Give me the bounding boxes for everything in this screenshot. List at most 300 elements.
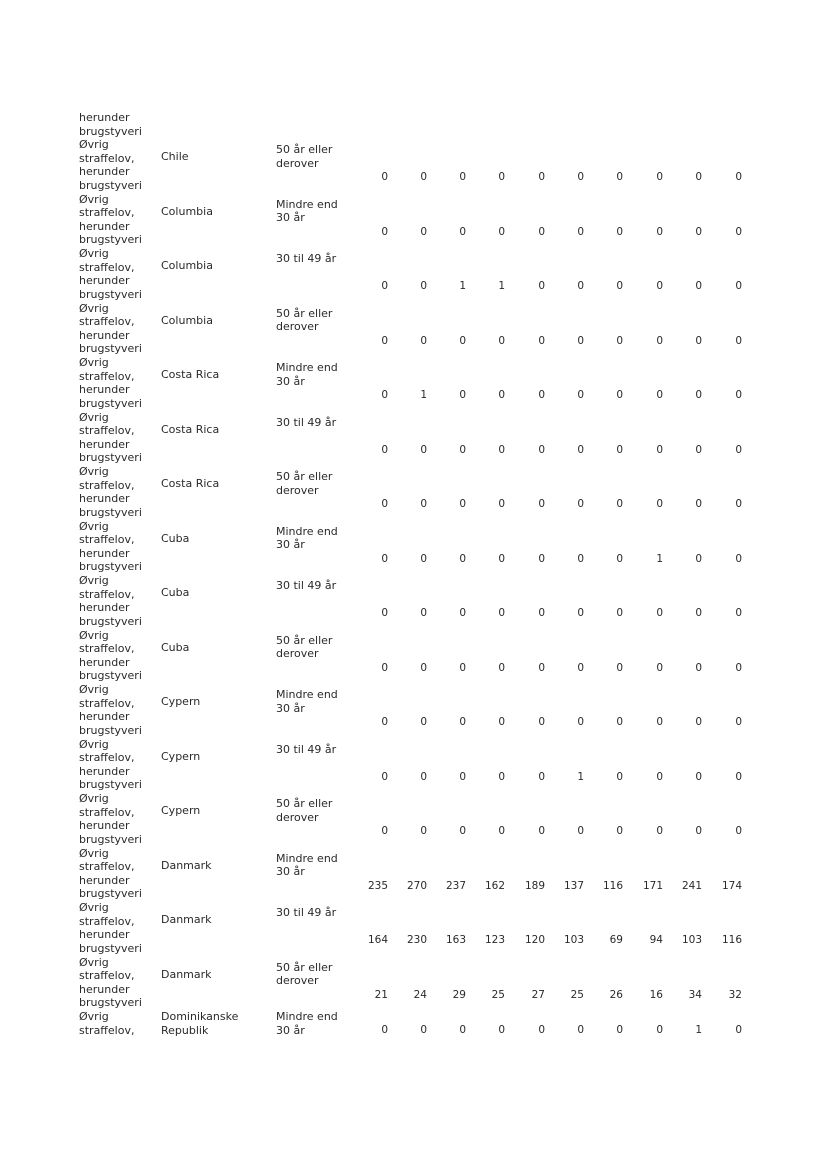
value-cell: 0	[420, 280, 427, 292]
offense-cell-line: brugstyveri	[79, 778, 142, 792]
offense-cell	[79, 847, 142, 901]
value-cell: 0	[656, 443, 663, 456]
value-cell: 0	[616, 825, 623, 837]
offense-cell-line: brugstyveri	[79, 723, 142, 737]
value-cell: 0	[735, 280, 742, 292]
age-group-cell	[276, 579, 336, 593]
offense-cell-line: Øvrig	[79, 356, 109, 369]
age-group-cell-line: 50 år eller	[276, 797, 333, 810]
value-cell: 0	[498, 770, 505, 783]
offense-cell-line: Øvrig	[79, 465, 109, 478]
country-cell	[161, 750, 200, 764]
value-cell: 162	[484, 879, 505, 892]
age-group-cell-line: 50 år eller	[276, 143, 333, 156]
offense-cell-line: straffelov,	[79, 151, 135, 165]
value-cell: 0	[695, 498, 702, 510]
age-group-cell	[276, 361, 338, 388]
value-cell: 0	[577, 171, 584, 183]
age-group-cell-line: 30 til 49 år	[276, 906, 337, 919]
offense-cell-line: brugstyveri	[79, 614, 142, 628]
value-cell: 0	[695, 607, 702, 619]
offense-cell-line: brugstyveri	[79, 996, 142, 1010]
value-cell: 0	[735, 607, 742, 619]
value-cell: 0	[538, 716, 545, 728]
country-cell	[161, 314, 213, 328]
value-cell: 235	[367, 879, 388, 892]
value-cell: 0	[656, 1024, 663, 1036]
offense-cell-line: straffelov,	[79, 478, 135, 492]
offense-cell-line: herunder	[79, 928, 130, 942]
country-cell	[161, 259, 213, 273]
value-cell: 0	[459, 552, 466, 565]
value-cell: 0	[656, 389, 663, 401]
value-cell: 0	[538, 825, 545, 837]
value-cell: 171	[642, 879, 663, 892]
country-cell	[161, 205, 213, 219]
offense-cell-line: Øvrig	[79, 737, 109, 751]
offense-cell-line: herunder	[79, 274, 130, 288]
value-cell: 0	[381, 770, 388, 783]
offense-cell-line: herunder	[79, 546, 130, 560]
value-cell: 0	[538, 443, 545, 456]
value-cell: 0	[420, 1024, 427, 1036]
table-row	[0, 847, 828, 902]
value-cell: 0	[381, 1024, 388, 1036]
value-cell: 0	[459, 389, 466, 401]
country-cell-line: Danmark	[161, 858, 212, 872]
value-cell: 0	[577, 443, 584, 456]
value-cell: 0	[616, 552, 623, 565]
value-cell: 0	[381, 498, 388, 510]
value-cell: 0	[616, 498, 623, 510]
value-cell: 0	[735, 389, 742, 401]
offense-cell-line: herunder	[79, 165, 130, 179]
value-cell: 1	[459, 280, 466, 292]
value-cell: 0	[616, 334, 623, 347]
table-row	[0, 683, 828, 738]
value-cell: 0	[695, 825, 702, 837]
country-cell-line: Cypern	[161, 695, 201, 708]
value-cell: 0	[381, 716, 388, 728]
country-cell	[161, 1010, 238, 1037]
age-group-cell	[276, 797, 332, 824]
value-cell: 0	[381, 389, 388, 401]
value-cell: 24	[413, 988, 427, 1001]
value-cell: 103	[563, 934, 584, 946]
offense-cell-line: herunder	[79, 492, 130, 506]
value-cell: 0	[735, 225, 742, 238]
offense-cell-line: herunder	[79, 710, 130, 724]
value-cell: 0	[616, 443, 623, 456]
value-cell: 0	[577, 1024, 584, 1036]
age-group-cell-line: derover	[276, 810, 319, 824]
value-cell: 0	[459, 716, 466, 728]
age-group-cell	[276, 1010, 338, 1037]
value-cell: 0	[695, 389, 702, 401]
value-cell: 116	[721, 934, 742, 946]
country-cell-line: Columbia	[161, 204, 213, 218]
table-row	[0, 411, 828, 466]
table-row	[0, 792, 828, 847]
offense-cell-line: straffelov,	[79, 369, 135, 383]
country-cell-line: Chile	[161, 150, 189, 163]
value-cell: 0	[616, 661, 623, 674]
country-cell-line: Costa Rica	[161, 477, 220, 490]
age-group-cell	[276, 743, 336, 757]
value-cell: 0	[381, 607, 388, 619]
country-cell-line: Cypern	[161, 804, 201, 817]
value-cell: 0	[577, 607, 584, 619]
value-cell: 0	[459, 607, 466, 619]
offense-cell-line: herunder	[79, 819, 130, 833]
age-group-cell	[276, 852, 338, 879]
offense-cell-line: brugstyveri	[79, 233, 142, 247]
value-cell: 0	[498, 552, 505, 565]
offense-cell-line: brugstyveri	[79, 832, 142, 846]
offense-cell-line: straffelov,	[79, 587, 135, 601]
value-cell: 0	[656, 280, 663, 292]
value-cell: 0	[498, 171, 505, 183]
value-cell: 1	[420, 389, 427, 401]
country-cell	[161, 859, 212, 873]
age-group-cell-line: derover	[276, 156, 319, 170]
table-row	[0, 465, 828, 520]
value-cell: 29	[452, 988, 466, 1001]
offense-cell-line: herunder	[79, 764, 130, 778]
age-group-cell	[276, 416, 336, 430]
value-cell: 0	[735, 334, 742, 347]
offense-cell-line: Øvrig	[79, 192, 109, 206]
offense-cell	[79, 956, 142, 1010]
offense-cell-line: brugstyveri	[79, 941, 142, 955]
table-row	[0, 193, 828, 248]
value-cell: 0	[498, 225, 505, 238]
value-cell: 0	[695, 443, 702, 456]
value-cell: 0	[695, 225, 702, 238]
offense-cell	[79, 574, 142, 628]
country-cell-line: Dominikanske	[161, 1010, 239, 1023]
offense-cell-line: Øvrig	[79, 301, 109, 315]
value-cell: 0	[538, 389, 545, 401]
value-cell: 0	[656, 334, 663, 347]
age-group-cell-line: 30 til 49 år	[276, 252, 337, 265]
value-cell: 0	[616, 389, 623, 401]
offense-cell-line: straffelov,	[79, 533, 135, 547]
value-cell: 94	[649, 934, 663, 946]
offense-cell	[79, 302, 142, 356]
age-group-cell-line: 50 år eller	[276, 306, 333, 320]
value-cell: 34	[688, 988, 702, 1001]
offense-cell	[79, 629, 142, 683]
age-group-cell-line: 30 år	[276, 211, 305, 225]
value-cell: 0	[656, 607, 663, 619]
offense-cell-line: straffelov,	[79, 751, 135, 765]
age-group-cell	[276, 688, 338, 715]
value-cell: 0	[577, 825, 584, 837]
age-group-cell	[276, 634, 332, 661]
country-cell-line: Cuba	[161, 640, 190, 654]
age-group-cell-line: 30 til 49 år	[276, 415, 337, 429]
age-group-cell-line: 50 år eller	[276, 470, 333, 483]
value-cell: 0	[420, 171, 427, 183]
age-group-cell-line: derover	[276, 483, 319, 497]
offense-cell	[79, 465, 142, 519]
value-cell: 0	[577, 498, 584, 510]
value-cell: 0	[420, 498, 427, 510]
value-cell: 0	[735, 825, 742, 837]
offense-cell-line: straffelov,	[79, 860, 135, 874]
table-row	[0, 574, 828, 629]
country-cell	[161, 695, 200, 709]
age-group-cell-line: derover	[276, 647, 319, 661]
value-cell: 0	[538, 171, 545, 183]
value-cell: 0	[735, 171, 742, 183]
value-cell: 0	[420, 334, 427, 347]
table-row	[0, 1010, 828, 1065]
table-row	[0, 302, 828, 357]
value-cell: 0	[459, 171, 466, 183]
offense-cell-line: Øvrig	[79, 792, 109, 805]
offense-cell-line: Øvrig	[79, 410, 109, 424]
offense-cell-line: brugstyveri	[79, 178, 142, 192]
value-cell: 0	[459, 1024, 466, 1036]
age-group-cell-line: 30 år	[276, 1023, 305, 1037]
value-cell: 0	[577, 661, 584, 674]
value-cell: 0	[616, 1024, 623, 1036]
age-group-cell-line: Mindre end	[276, 197, 338, 211]
offense-cell-line: straffelov,	[79, 1023, 135, 1037]
offense-cell-line: Øvrig	[79, 574, 109, 587]
value-cell: 0	[616, 171, 623, 183]
country-cell	[161, 423, 219, 437]
country-cell	[161, 913, 212, 927]
value-cell: 0	[498, 661, 505, 674]
country-cell	[161, 968, 212, 982]
value-cell: 0	[695, 552, 702, 565]
value-cell: 0	[695, 716, 702, 728]
value-cell: 0	[538, 334, 545, 347]
value-cell: 0	[695, 280, 702, 292]
value-cell: 241	[681, 879, 702, 892]
country-cell-line: Columbia	[161, 313, 213, 327]
table-row	[0, 629, 828, 684]
value-cell: 0	[577, 280, 584, 292]
value-cell: 0	[381, 171, 388, 183]
offense-cell-line: brugstyveri	[79, 560, 142, 574]
value-cell: 0	[695, 334, 702, 347]
age-group-cell	[276, 525, 338, 552]
value-cell: 32	[728, 988, 742, 1001]
value-cell: 0	[695, 661, 702, 674]
offense-cell	[79, 411, 142, 465]
value-cell: 0	[656, 716, 663, 728]
value-cell: 0	[577, 389, 584, 401]
value-cell: 69	[609, 934, 623, 946]
age-group-cell-line: Mindre end	[276, 524, 338, 538]
value-cell: 0	[459, 225, 466, 238]
age-group-cell-line: 30 år	[276, 538, 305, 552]
offense-cell	[79, 138, 142, 192]
value-cell: 0	[381, 825, 388, 837]
value-cell: 0	[695, 770, 702, 783]
value-cell: 1	[498, 280, 505, 292]
value-cell: 0	[381, 225, 388, 238]
value-cell: 0	[498, 607, 505, 619]
country-cell-line: Cypern	[161, 749, 201, 763]
age-group-cell	[276, 143, 332, 170]
value-cell: 0	[498, 443, 505, 456]
table-row	[0, 247, 828, 302]
offense-cell	[79, 247, 142, 301]
offense-cell-line: Øvrig	[79, 901, 109, 914]
country-cell	[161, 150, 189, 164]
value-cell: 0	[498, 334, 505, 347]
offense-cell	[79, 738, 142, 792]
value-cell: 120	[524, 934, 545, 946]
value-cell: 25	[491, 988, 505, 1001]
table-row	[0, 738, 828, 793]
age-group-cell-line: Mindre end	[276, 851, 338, 865]
table-row	[0, 138, 828, 193]
value-cell: 0	[538, 498, 545, 510]
value-cell: 163	[445, 934, 466, 946]
offense-cell-line: herunder	[79, 328, 130, 342]
value-cell: 0	[538, 770, 545, 783]
value-cell: 0	[616, 770, 623, 783]
offense-line: brugstyveri	[79, 124, 142, 138]
value-cell: 0	[735, 716, 742, 728]
value-cell: 270	[406, 879, 427, 892]
offense-cell-line: Øvrig	[79, 138, 109, 151]
value-cell: 0	[656, 770, 663, 783]
offense-cell-line: straffelov,	[79, 642, 135, 656]
offense-cell-line: herunder	[79, 601, 130, 615]
offense-cell-line: straffelov,	[79, 315, 135, 329]
country-cell	[161, 477, 219, 491]
offense-line: herunder	[79, 111, 130, 124]
country-cell-line: Cuba	[161, 531, 190, 545]
country-cell	[161, 586, 189, 600]
value-cell: 137	[563, 879, 584, 892]
value-cell: 27	[531, 988, 545, 1001]
value-cell: 0	[577, 334, 584, 347]
value-cell: 0	[577, 225, 584, 238]
table-row	[0, 356, 828, 411]
country-cell	[161, 641, 189, 655]
offense-cell-line: brugstyveri	[79, 396, 142, 410]
country-cell-line: Republik	[161, 1023, 209, 1037]
value-cell: 0	[656, 498, 663, 510]
offense-cell	[79, 1010, 134, 1037]
age-group-cell	[276, 906, 336, 920]
value-cell: 0	[381, 334, 388, 347]
value-cell: 0	[735, 661, 742, 674]
value-cell: 0	[459, 498, 466, 510]
offense-cell-line: Øvrig	[79, 846, 109, 860]
offense-cell-line: brugstyveri	[79, 287, 142, 301]
value-cell: 0	[420, 770, 427, 783]
age-group-cell-line: derover	[276, 320, 319, 334]
offense-cell	[79, 683, 142, 737]
value-cell: 0	[381, 280, 388, 292]
value-cell: 0	[459, 443, 466, 456]
age-group-cell	[276, 961, 332, 988]
value-cell: 0	[577, 552, 584, 565]
value-cell: 0	[498, 825, 505, 837]
offense-cell-line: herunder	[79, 383, 130, 397]
offense-cell-line: herunder	[79, 982, 130, 996]
continued-offense-text	[79, 111, 142, 138]
offense-cell-line: straffelov,	[79, 805, 135, 819]
value-cell: 0	[420, 716, 427, 728]
age-group-cell	[276, 470, 332, 497]
offense-cell-line: herunder	[79, 219, 130, 233]
age-group-cell-line: Mindre end	[276, 688, 338, 701]
value-cell: 0	[695, 171, 702, 183]
offense-cell-line: brugstyveri	[79, 451, 142, 465]
country-cell-line: Costa Rica	[161, 368, 220, 381]
country-cell	[161, 532, 189, 546]
value-cell: 0	[616, 225, 623, 238]
value-cell: 103	[681, 934, 702, 946]
age-group-cell-line: 30 til 49 år	[276, 579, 337, 592]
age-group-cell-line: 30 år	[276, 701, 305, 715]
value-cell: 0	[498, 389, 505, 401]
age-group-cell-line: Mindre end	[276, 1010, 338, 1023]
value-cell: 230	[406, 934, 427, 946]
offense-cell-line: herunder	[79, 437, 130, 451]
age-group-cell-line: 30 år	[276, 374, 305, 388]
value-cell: 0	[735, 1024, 742, 1036]
value-cell: 0	[420, 443, 427, 456]
value-cell: 0	[616, 716, 623, 728]
value-cell: 16	[649, 988, 663, 1001]
value-cell: 0	[498, 498, 505, 510]
value-cell: 1	[695, 1024, 702, 1036]
value-cell: 123	[484, 934, 505, 946]
age-group-cell	[276, 252, 336, 266]
offense-cell-line: Øvrig	[79, 519, 109, 533]
offense-cell-line: brugstyveri	[79, 887, 142, 901]
age-group-cell-line: Mindre end	[276, 361, 338, 374]
offense-cell-line: brugstyveri	[79, 342, 142, 356]
value-cell: 237	[445, 879, 466, 892]
value-cell: 189	[524, 879, 545, 892]
age-group-cell-line: 50 år eller	[276, 633, 333, 647]
offense-cell-line: Øvrig	[79, 1010, 109, 1023]
value-cell: 0	[656, 225, 663, 238]
value-cell: 0	[381, 443, 388, 456]
offense-cell-line: brugstyveri	[79, 505, 142, 519]
value-cell: 0	[420, 552, 427, 565]
value-cell: 0	[498, 716, 505, 728]
country-cell	[161, 804, 200, 818]
offense-cell-line: herunder	[79, 873, 130, 887]
offense-cell	[79, 193, 142, 247]
value-cell: 0	[656, 171, 663, 183]
value-cell: 0	[459, 825, 466, 837]
value-cell: 0	[498, 1024, 505, 1036]
value-cell: 26	[609, 988, 623, 1001]
table-row	[0, 956, 828, 1011]
value-cell: 0	[459, 770, 466, 783]
country-cell-line: Cuba	[161, 586, 190, 599]
offense-cell-line: herunder	[79, 655, 130, 669]
country-cell-line: Costa Rica	[161, 422, 220, 436]
value-cell: 0	[381, 552, 388, 565]
value-cell: 0	[420, 607, 427, 619]
offense-cell-line: straffelov,	[79, 424, 135, 438]
